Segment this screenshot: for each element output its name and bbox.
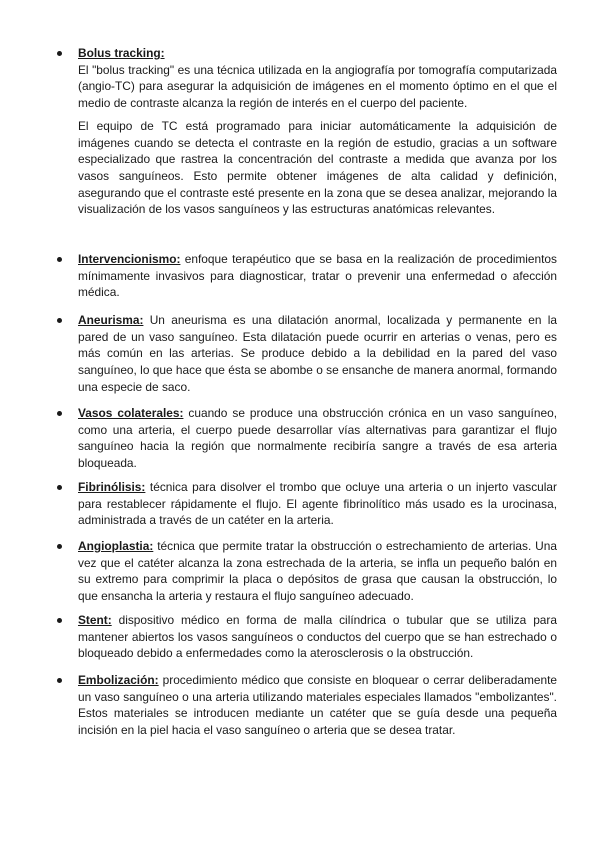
definition-text: técnica que permite tratar la obstrucción o estrechamiento de arterias. Una vez que el catéter alcanza la zona estrechada de la arteria, se infla un pequeño balón en su extremo para comprimir la placa o depósitos de grasa que causan la obstrucción, lo que ensancha la arteria y restaura el flujo sanguíneo adecuado. (78, 539, 557, 604)
term-heading: Intervencionismo: (78, 252, 181, 266)
definition-paragraph: El equipo de TC está programado para iniciar automáticamente la adquisición de imágenes cuando se detecta el contraste en la región de estudio, gracias a un software especializado que rastrea la concentración del contraste a medida que avanza por los vasos sanguíneos. Esto permite obtener imágenes de alta calidad y definición, asegurando que el contraste esté presente en la zona que se desea analizar, mejorando la visualización de los vasos sanguíneos y las estructuras anatómicas relevantes. (78, 118, 557, 217)
definition-paragraph (78, 479, 557, 529)
term-heading: Bolus tracking: (78, 46, 165, 60)
definition-paragraph (78, 312, 557, 396)
term-heading: Angioplastia: (78, 539, 154, 553)
list-item-stent (57, 612, 557, 662)
term-heading: Aneurisma: (78, 313, 144, 327)
definition-text: procedimiento médico que consiste en bloquear o cerrar deliberadamente un vaso sanguíneo o una arteria utilizando materiales especiales llamados "embolizantes". Estos materiales se introducen mediante un catéter que se guía desde una pequeña incisión en la piel hacia el vaso sanguíneo o arteria que se desea tratar. (78, 673, 557, 738)
term-heading: Vasos colaterales: (78, 406, 184, 420)
bullet-icon (57, 678, 62, 683)
bullet-icon (57, 485, 62, 490)
definition-text: Un aneurisma es una dilatación anormal, localizada y permanente en la pared de un vaso sanguíneo. Esta dilatación puede ocurrir en arterias o venas, pero es más común en las arterias. Se produce debido a la debilidad en la pared del vaso sanguíneo, lo que hace que ésta se abombe o se ensanche de manera anormal, formando una especie de saco. (78, 313, 557, 394)
definition-paragraph (78, 538, 557, 605)
definition-paragraph (78, 612, 557, 662)
term-heading: Embolización: (78, 673, 159, 687)
list-item-vasos-colaterales (57, 405, 557, 472)
definition-text: dispositivo médico en forma de malla cilíndrica o tubular que se utiliza para mantener abiertos los vasos sanguíneos o conductos del cuerpo que se han estrechado o bloqueado debido a enfermedades como la aterosclerosis o la obstrucción. (78, 613, 557, 661)
definition-text: técnica para disolver el trombo que ocluye una arteria o un injerto vascular para restablecer rápidamente el flujo. El agente fibrinolítico más usado es la urocinasa, administrada a través de un catéter en la arteria. (78, 480, 557, 528)
term-heading: Fibrinólisis: (78, 480, 146, 494)
list-item-embolizacion (57, 672, 557, 739)
term-heading: Stent: (78, 613, 112, 627)
list-item-bolus-tracking (57, 45, 557, 218)
list-item-aneurisma (57, 312, 557, 396)
definition-paragraph (78, 405, 557, 472)
definition-text: cuando se produce una obstrucción crónica en un vaso sanguíneo, como una arteria, el cuerpo puede desarrollar vías alternativas para garantizar el flujo sanguíneo hacia la región que normalmente recibiría sangre a través de esa arteria bloqueada. (78, 406, 557, 471)
list-item-intervencionismo (57, 251, 557, 301)
definition-text: enfoque terapéutico que se basa en la realización de procedimientos mínimamente invasivos para diagnosticar, tratar o prevenir una enfermedad o afección médica. (78, 252, 557, 300)
bullet-icon (57, 544, 62, 549)
definition-paragraph (78, 251, 557, 301)
definition-paragraph: El "bolus tracking" es una técnica utilizada en la angiografía por tomografía computarizada (angio-TC) para asegurar la adquisición de imágenes en el momento óptimo en el que el medio de contraste alcanza la región de interés en el cuerpo del paciente. (78, 62, 557, 111)
bullet-icon (57, 411, 62, 416)
definition-paragraph (78, 672, 557, 739)
list-item-angioplastia (57, 538, 557, 605)
list-item-fibrinolisis (57, 479, 557, 529)
bullet-icon (57, 318, 62, 323)
bullet-icon (57, 51, 62, 56)
bullet-icon (57, 618, 62, 623)
bullet-icon (57, 257, 62, 262)
